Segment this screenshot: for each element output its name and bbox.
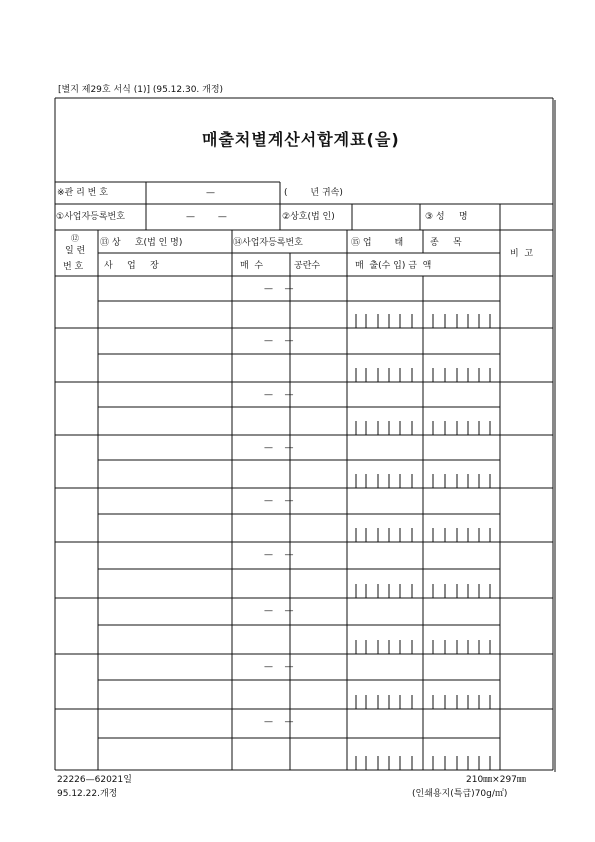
footer-size: 210㎜×297㎜: [466, 775, 526, 785]
applicant-name-label: ③ 성 명: [425, 212, 468, 222]
form-title: 매출처별계산서합계표(을): [202, 130, 400, 149]
footer-revised: 95.12.22.개정: [57, 789, 118, 799]
header-business-place: 사 업 장: [104, 261, 159, 271]
row-bizno: — —: [264, 336, 294, 346]
header-business-type: ⑮ 업 태: [351, 238, 404, 248]
applicant-bizno-value: — —: [186, 212, 227, 222]
row-bizno: — —: [264, 390, 294, 400]
row-bizno: — —: [264, 284, 294, 294]
row-bizno: — —: [264, 496, 294, 506]
row-bizno: — —: [264, 606, 294, 616]
header-serial-1: ⑫: [71, 234, 79, 243]
header-serial-2: 일 련: [65, 246, 86, 256]
header-serial-3: 번 호: [63, 262, 84, 272]
header-blank-count: 공란수: [294, 261, 321, 271]
mgmt-number-label: ※관 리 번 호: [57, 188, 108, 198]
header-amount: 매 출(수 입) 금 액: [355, 261, 432, 271]
header-remarks: 비 고: [510, 249, 534, 259]
mgmt-number-value: —: [206, 188, 215, 198]
applicant-company-label: ②상호(법 인): [282, 212, 335, 222]
row-bizno: — —: [264, 550, 294, 560]
row-bizno: — —: [264, 662, 294, 672]
header-company: ⑬ 상 호(법 인 명): [100, 238, 183, 248]
footer-paper: (인쇄용지(특급)70g/㎡): [412, 789, 508, 799]
header-bizno: ⑭사업자등록번호: [233, 238, 303, 248]
header-item: 종 목: [430, 238, 462, 248]
footer-code: 22226—62021일: [57, 775, 132, 785]
attribution-year: ( 년 귀속): [284, 188, 343, 198]
row-bizno: — —: [264, 717, 294, 727]
applicant-bizno-label: ①사업자등록번호: [56, 212, 125, 222]
header-count: 매 수: [240, 261, 264, 271]
row-bizno: — —: [264, 443, 294, 453]
form-reference: [별지 제29호 서식 (1)] (95.12.30. 개정): [58, 85, 224, 95]
